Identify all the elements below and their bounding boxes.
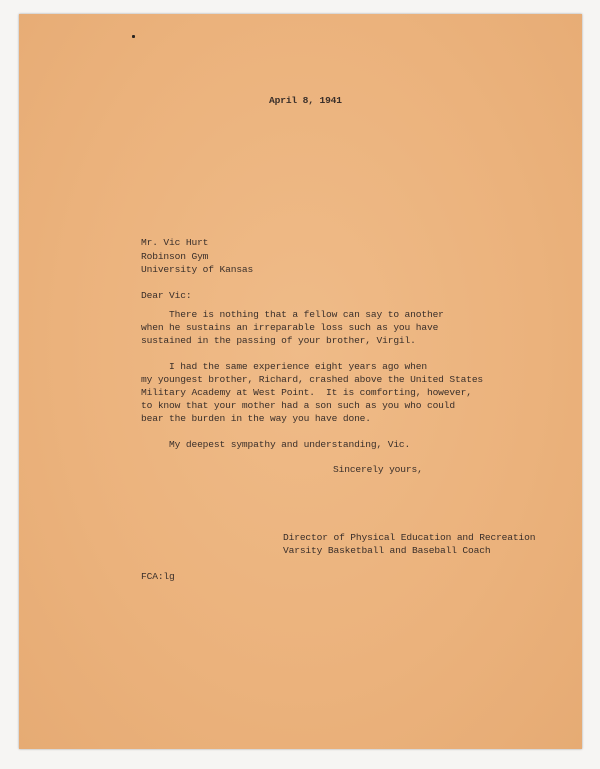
recipient-institution: University of Kansas bbox=[141, 264, 254, 275]
signature-title-1: Director of Physical Education and Recreation bbox=[283, 532, 536, 543]
salutation: Dear Vic: bbox=[141, 290, 192, 301]
closing: Sincerely yours, bbox=[333, 464, 423, 475]
paragraph-2-line-4: to know that your mother had a son such as you who could bbox=[141, 400, 456, 411]
paragraph-1-line-3: sustained in the passing of your brother, Virgil. bbox=[141, 335, 416, 346]
signature-title-2: Varsity Basketball and Baseball Coach bbox=[283, 545, 491, 556]
recipient-building: Robinson Gym bbox=[141, 251, 209, 262]
paragraph-2-line-1: I had the same experience eight years ago when bbox=[141, 361, 427, 372]
paragraph-2-line-3: Military Academy at West Point. It is comforting, however, bbox=[141, 387, 472, 398]
paragraph-1-line-1: There is nothing that a fellow can say to another bbox=[141, 309, 444, 320]
paragraph-3-line-1: My deepest sympathy and understanding, Vic. bbox=[141, 439, 411, 450]
letter-sheet bbox=[19, 14, 582, 749]
paragraph-2-line-5: bear the burden in the way you have done. bbox=[141, 413, 371, 424]
recipient-name: Mr. Vic Hurt bbox=[141, 237, 209, 248]
paragraph-1-line-2: when he sustains an irreparable loss such as you have bbox=[141, 322, 439, 333]
paragraph-2-line-2: my youngest brother, Richard, crashed above the United States bbox=[141, 374, 484, 385]
punch-mark bbox=[132, 35, 135, 38]
typist-initials: FCA:lg bbox=[141, 571, 175, 582]
letter-date: April 8, 1941 bbox=[269, 95, 342, 106]
